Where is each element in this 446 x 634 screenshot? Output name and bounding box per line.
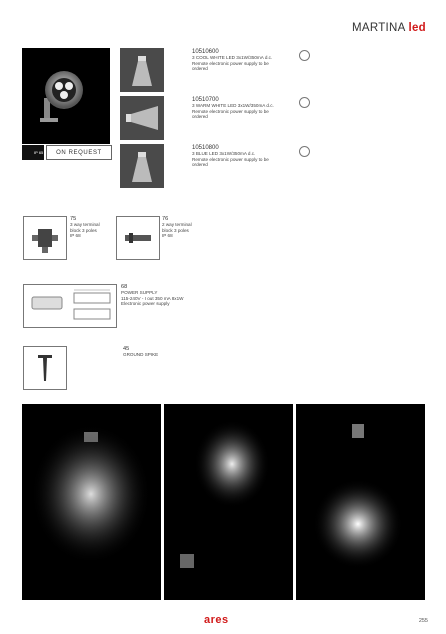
- product-line1: 3 BLUE LED 3x1W/350mA d.c.: [192, 151, 256, 156]
- page-title: [352, 22, 426, 34]
- product-code: 10510800: [192, 145, 219, 151]
- brand-logo: ares: [204, 614, 229, 626]
- product-10510700: [192, 97, 302, 120]
- accessory-code: 45: [123, 346, 130, 352]
- product-image: [22, 48, 110, 144]
- product-line3: ordered: [192, 162, 208, 168]
- accessory-75: [70, 216, 100, 239]
- accessory-line1: 2 way terminal: [162, 222, 192, 227]
- beam-diagram-2: [120, 96, 164, 140]
- accessory-code: 76: [162, 216, 169, 222]
- product-10510600: [192, 49, 302, 72]
- certification-icon: [299, 97, 310, 108]
- accessory-line1: GROUND SPIKE: [123, 352, 159, 357]
- lighting-photo-2: [164, 404, 293, 600]
- certification-icon: [299, 50, 310, 61]
- beam-diagram-1: [120, 48, 164, 92]
- lighting-photo-3: [296, 404, 425, 600]
- accessory-line3: IP 68: [162, 233, 173, 239]
- title-accent: led: [408, 22, 426, 34]
- product-code: 10510600: [192, 49, 219, 55]
- accessory-line1: 3 way terminal: [70, 222, 100, 227]
- accessory-line1: POWER SUPPLY: [121, 290, 158, 295]
- accessory-68: [121, 284, 183, 307]
- ip-badge-text: IP 65: [34, 150, 44, 155]
- terminal-block-2way-image: [116, 216, 160, 260]
- accessory-45: [123, 346, 158, 358]
- on-request-label: ON REQUEST: [46, 145, 112, 160]
- accessory-code: 75: [70, 216, 77, 222]
- accessory-line2: block 3 poles: [162, 227, 189, 233]
- certification-icon: [299, 146, 310, 157]
- accessory-line3: IP 68: [70, 233, 81, 239]
- product-line2: Remote electronic power supply to be: [192, 156, 269, 162]
- accessory-76: [162, 216, 192, 239]
- beam-diagram-3: [120, 144, 164, 188]
- title-main: MARTINA: [351, 22, 405, 34]
- accessory-code: 68: [121, 284, 128, 290]
- ground-spike-image: [23, 346, 67, 390]
- accessory-line3: Electronic power supply: [121, 301, 170, 307]
- power-supply-image: [23, 284, 117, 328]
- terminal-block-3way-image: [23, 216, 67, 260]
- product-line1: 3 WARM WHITE LED 3x1W/350mA d.c.: [192, 103, 274, 108]
- page-number: 255: [418, 618, 428, 624]
- product-10510800: [192, 145, 302, 168]
- accessory-line2: block 3 poles: [70, 227, 97, 233]
- product-code: 10510700: [192, 97, 219, 103]
- product-line1: 3 COOL WHITE LED 3x1W/350mA d.c.: [192, 55, 273, 60]
- product-line2: Remote electronic power supply to be: [192, 108, 269, 114]
- lighting-photo-1: [22, 404, 161, 600]
- accessory-line2: 115-240V - I out 350 mA 8x1W: [121, 295, 184, 301]
- product-line3: ordered: [192, 66, 208, 72]
- product-line2: Remote electronic power supply to be: [192, 60, 269, 66]
- product-line3: ordered: [192, 114, 208, 120]
